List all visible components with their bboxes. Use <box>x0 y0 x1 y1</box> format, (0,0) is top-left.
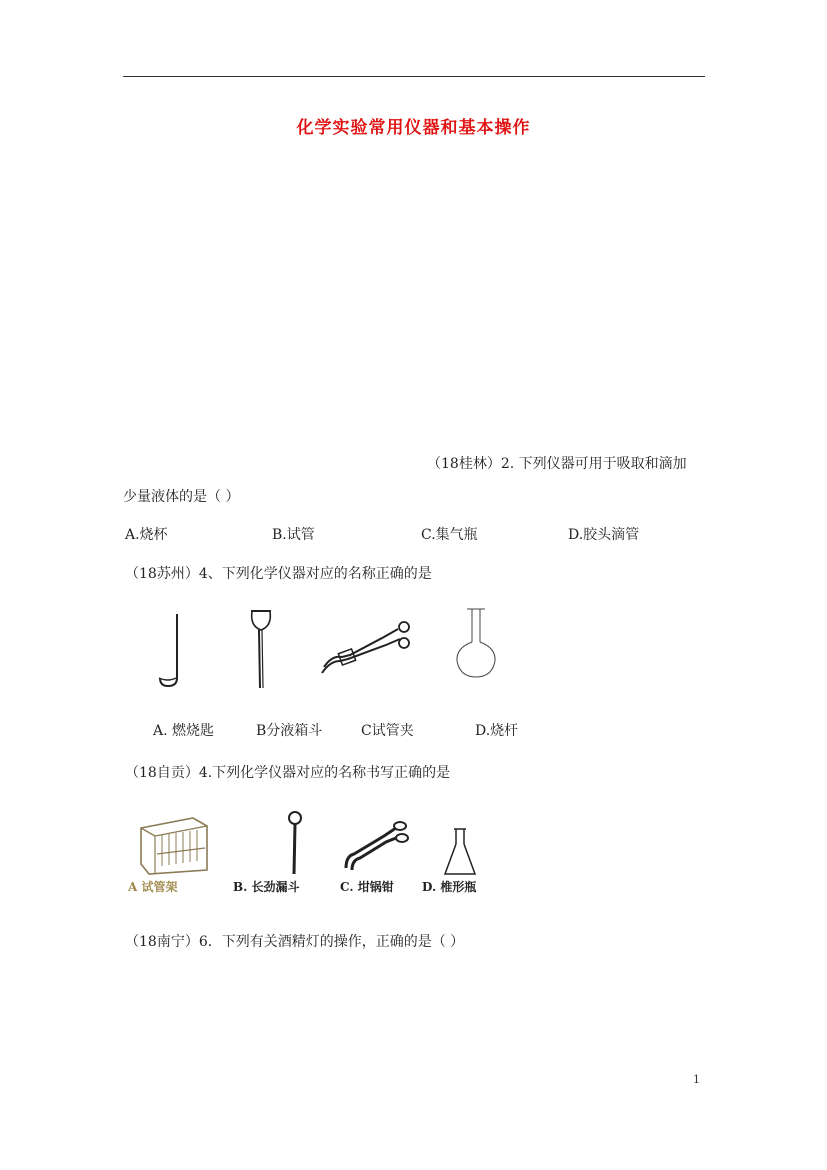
funnel-figure <box>246 608 276 692</box>
crucible-tongs-figure <box>340 818 410 874</box>
q2-stem-line2: 少量液体的是（ ） <box>123 489 240 505</box>
q4b-caption-a: A 试管架 <box>128 880 178 894</box>
long-neck-funnel-figure <box>283 810 307 876</box>
q6-stem: （18南宁）6．下列有关酒精灯的操作，正确的是（ ） <box>125 934 465 950</box>
test-tube-rack-figure <box>135 810 211 876</box>
q2-option-b: B.试管 <box>272 527 315 543</box>
flask-figure <box>452 606 500 682</box>
q4a-caption-c: C试管夹 <box>361 723 414 739</box>
conical-flask-figure <box>442 826 478 878</box>
page-number: 1 <box>693 1073 700 1086</box>
q2-option-d: D.胶头滴管 <box>568 527 640 543</box>
q4a-caption-d: D.烧杆 <box>475 723 519 739</box>
q4b-caption-b: B. 长劲漏斗 <box>233 880 300 894</box>
q2-option-a: A.烧杯 <box>125 527 168 543</box>
q4a-caption-b: B分液箱斗 <box>256 723 323 739</box>
q2-option-c: C.集气瓶 <box>421 527 478 543</box>
q2-stem-line1: （18桂林）2. 下列仪器可用于吸取和滴加 <box>427 456 687 472</box>
blank-image-area <box>140 180 400 280</box>
page-title: 化学实验常用仪器和基本操作 <box>296 118 531 138</box>
header-rule <box>123 76 705 77</box>
q4a-stem: （18苏州）4、下列化学仪器对应的名称正确的是 <box>125 566 432 582</box>
q4a-caption-a: A. 燃烧匙 <box>153 723 215 739</box>
q4b-caption-d: D. 椎形瓶 <box>422 880 477 894</box>
combustion-spoon-figure <box>152 610 188 690</box>
q4b-caption-c: C. 坩锅钳 <box>340 880 394 894</box>
q4b-stem: （18自贡）4.下列化学仪器对应的名称书写正确的是 <box>125 765 451 781</box>
test-tube-clamp-figure <box>318 615 412 679</box>
